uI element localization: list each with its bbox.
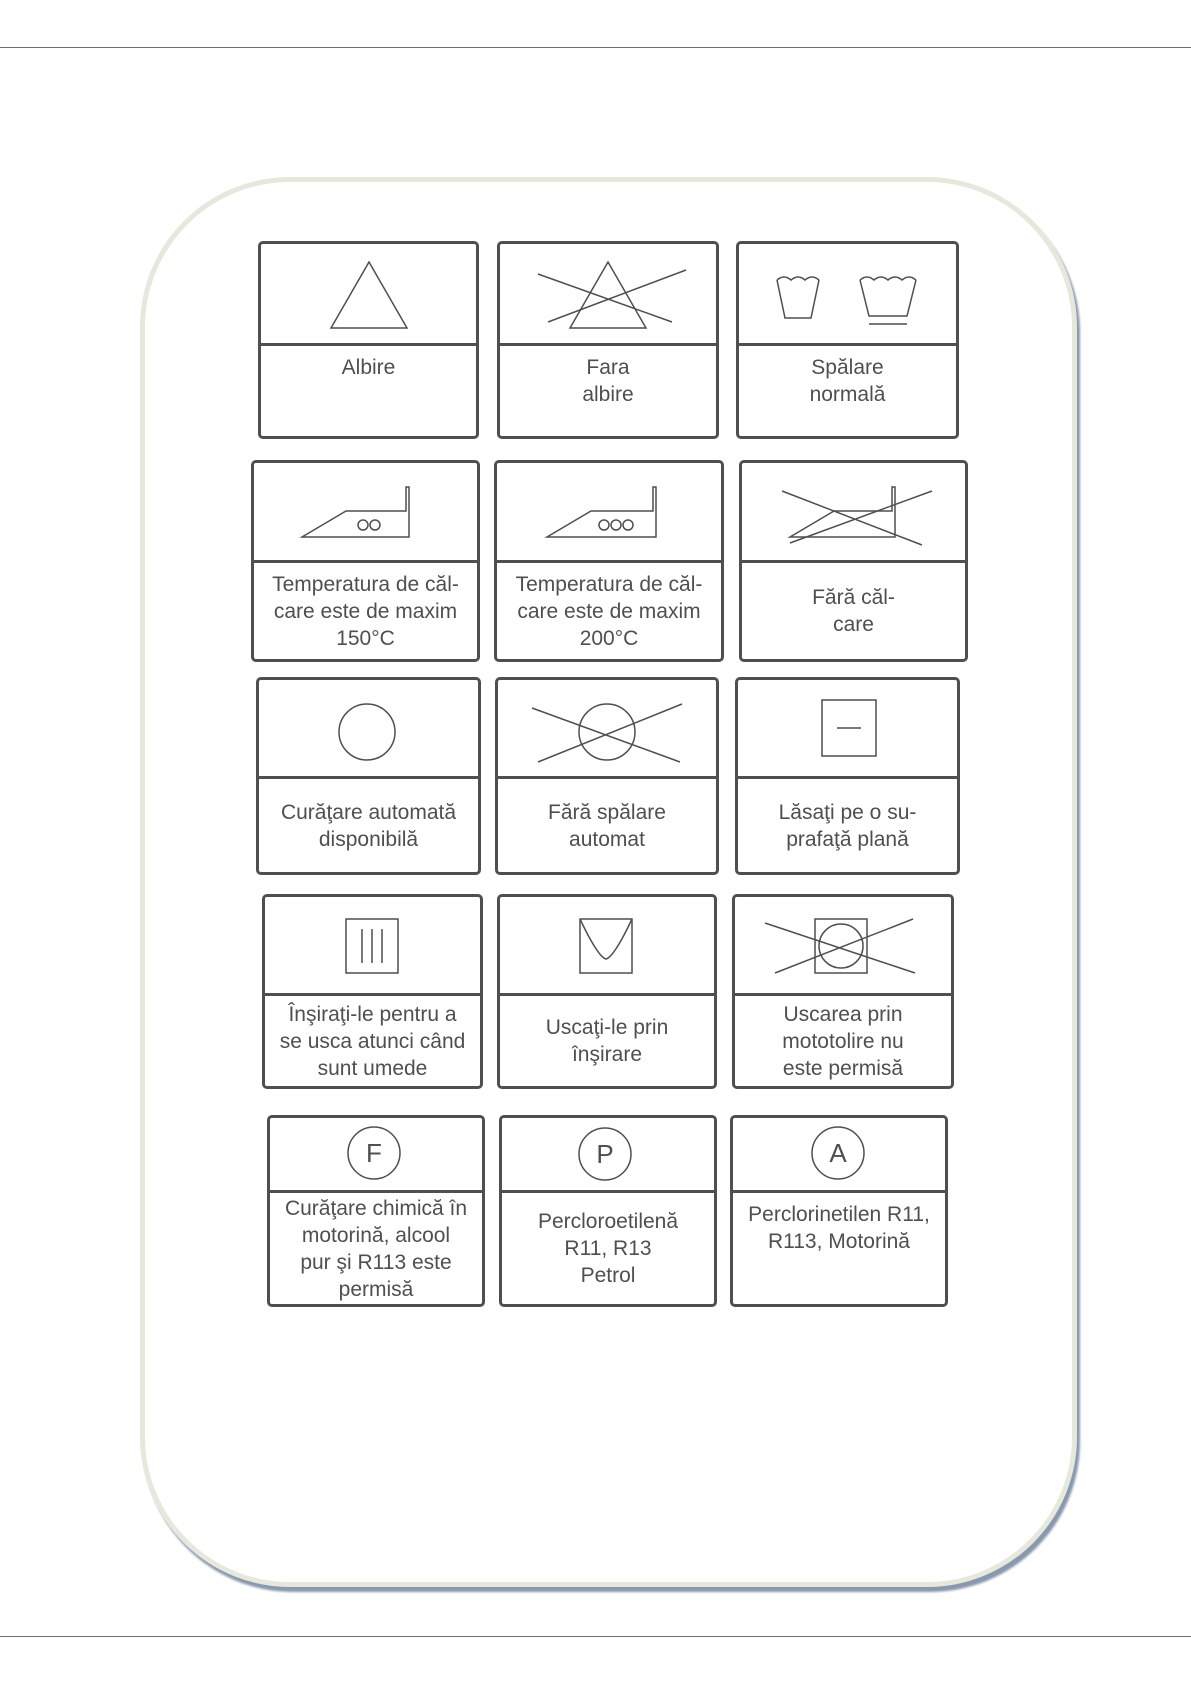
symbol-label: Uscarea prin mototolire nu este permisă: [782, 1002, 904, 1080]
crossed-circle-icon: [498, 680, 716, 776]
symbol-label: Fara albire: [582, 356, 634, 406]
circle-letter-p-icon: [502, 1118, 714, 1190]
symbol-dry-flat: [735, 677, 960, 875]
symbol-dry-clean-p: [499, 1115, 717, 1307]
square-vertical-lines-icon: [265, 897, 480, 993]
symbol-no-tumble-dry: [732, 894, 954, 1089]
header-rule: [0, 47, 1191, 48]
crossed-iron-icon: [742, 463, 965, 560]
circle-icon: [259, 680, 478, 776]
symbol-label: Înşiraţi-le pentru a se usca atunci când sunt umede: [279, 1002, 466, 1080]
wash-tubs-icon: [739, 244, 956, 343]
symbol-label: Albire: [341, 356, 396, 379]
symbol-automatic-clean: [256, 677, 481, 875]
symbol-iron-150: [251, 460, 480, 662]
symbol-label: Uscaţi-le prin înşirare: [545, 1016, 669, 1066]
symbol-label: Perclorinetilen R11, R113, Motorină: [748, 1203, 930, 1253]
symbol-no-automatic-wash: [495, 677, 719, 875]
circle-letter: A: [829, 1138, 847, 1168]
symbol-bleach: [258, 241, 479, 439]
crossed-tumble-dry-icon: [735, 897, 951, 993]
symbol-label: Curăţare automată disponibilă: [280, 800, 457, 851]
symbol-label: Lăsaţi pe o su- prafaţă plană: [778, 800, 917, 851]
circle-letter: F: [366, 1138, 382, 1168]
square-line-dry-icon: [500, 897, 714, 993]
triangle-icon: [261, 244, 476, 343]
symbol-label: Spălare normală: [809, 356, 886, 406]
symbol-label: Temperatura de căl- care este de maxim 150°C: [272, 572, 459, 650]
circle-letter: P: [596, 1139, 614, 1169]
circle-letter-a-icon: [733, 1118, 945, 1190]
symbol-label: Fără spălare automat: [548, 800, 666, 851]
symbol-no-iron: [739, 460, 968, 662]
symbol-dry-clean-f: [267, 1115, 485, 1307]
symbol-label: Temperatura de căl- care este de maxim 200°C: [515, 572, 703, 650]
circle-letter-f-icon: [270, 1118, 482, 1190]
iron-two-dots-icon: [254, 463, 477, 560]
square-dash-icon: [738, 680, 957, 776]
footer-rule: [0, 1636, 1191, 1637]
symbol-normal-wash: [736, 241, 959, 439]
symbol-drip-dry: [262, 894, 483, 1089]
symbol-dry-clean-a: [730, 1115, 948, 1307]
symbol-label: Fără căl- care: [812, 586, 895, 636]
symbol-label: Percloroetilenă R11, R13 Petrol: [537, 1210, 679, 1287]
symbol-iron-200: [494, 460, 724, 662]
iron-three-dots-icon: [497, 463, 721, 560]
symbol-line-dry: [497, 894, 717, 1089]
symbol-no-bleach: [497, 241, 719, 439]
crossed-triangle-icon: [500, 244, 716, 343]
symbol-label: Curăţare chimică în motorină, alcool pur şi R113 este permisă: [284, 1196, 468, 1301]
